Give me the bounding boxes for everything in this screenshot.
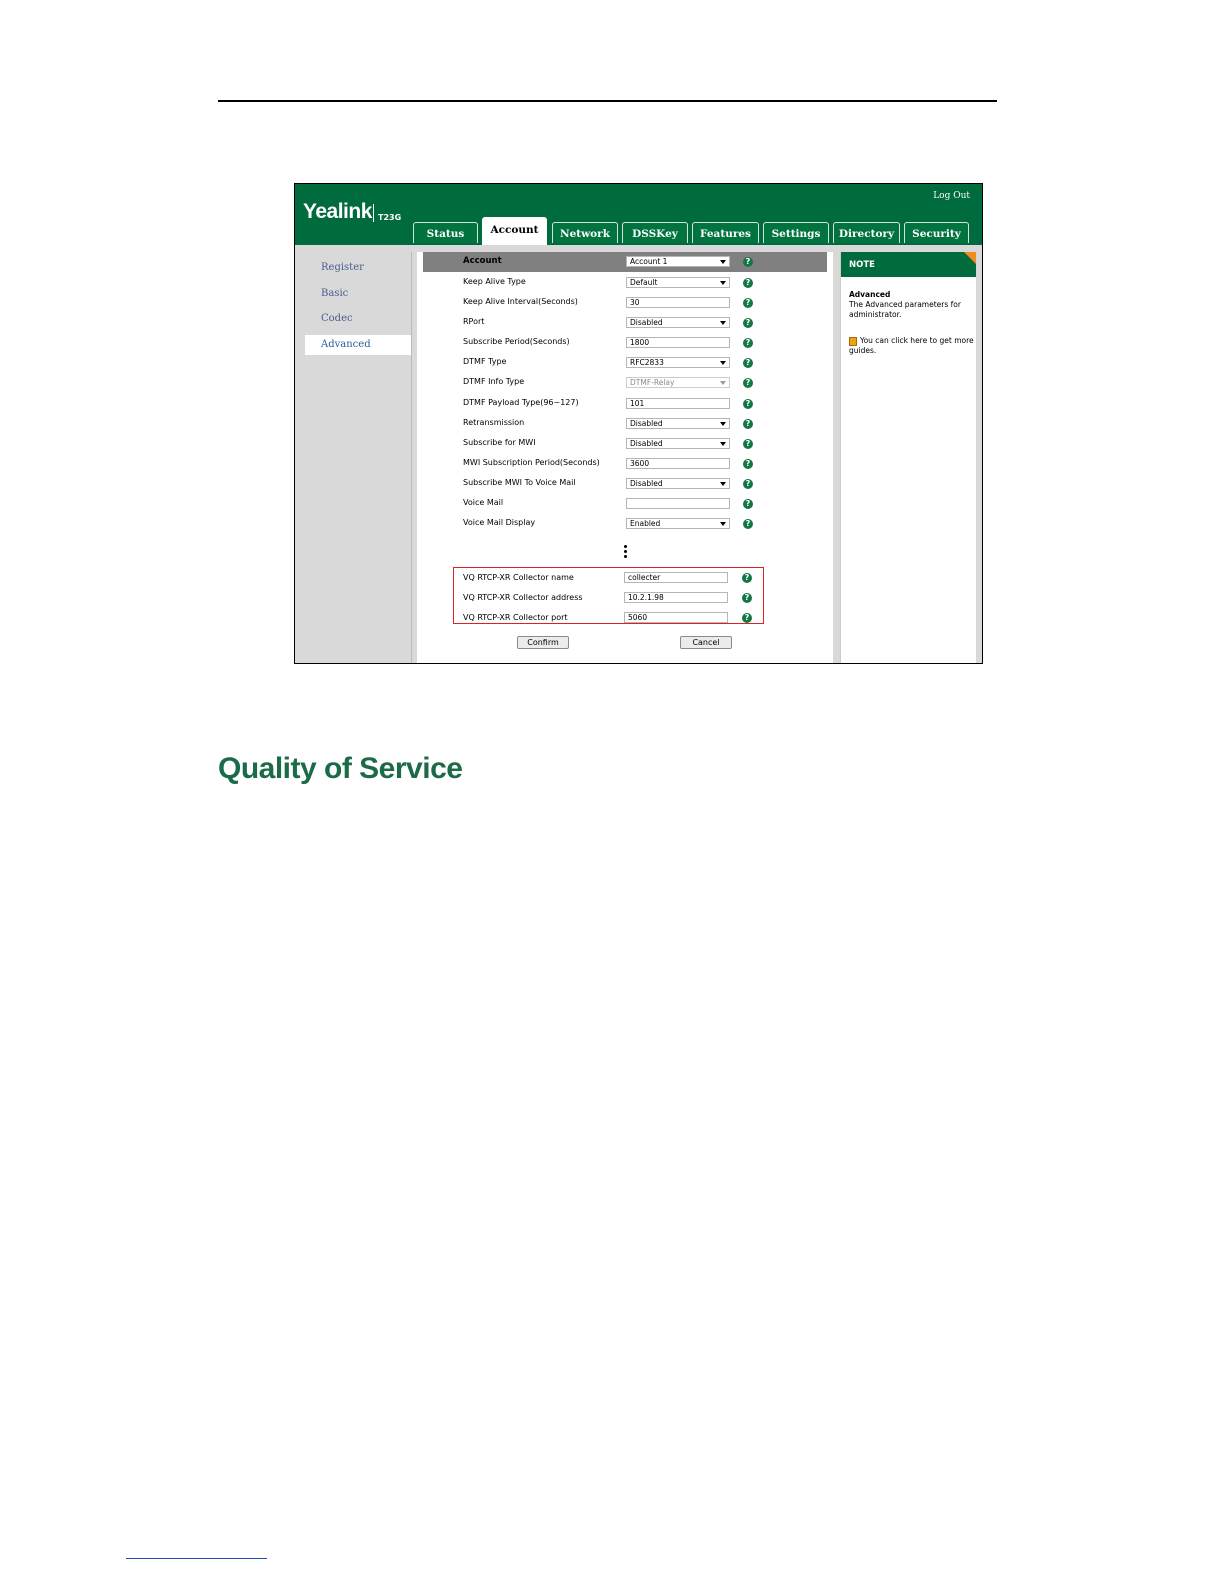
- dtmf-type-select[interactable]: [626, 357, 730, 368]
- tab-settings[interactable]: Settings: [763, 222, 829, 243]
- help-icon[interactable]: ?: [743, 378, 753, 388]
- keep-alive-type-select[interactable]: [626, 277, 730, 288]
- vertical-ellipsis-icon: [624, 543, 630, 560]
- vq-collector-port-label: VQ RTCP-XR Collector port: [463, 613, 568, 622]
- vq-collector-name-input[interactable]: collecter: [624, 572, 728, 583]
- chevron-down-icon: [720, 422, 726, 426]
- help-icon[interactable]: ?: [743, 298, 753, 308]
- help-icon[interactable]: ?: [743, 519, 753, 529]
- tab-features[interactable]: Features: [692, 222, 759, 243]
- help-icon[interactable]: ?: [743, 278, 753, 288]
- note-title: Advanced: [849, 290, 891, 299]
- rport-select[interactable]: [626, 317, 730, 328]
- dtmf-payload-type-label: DTMF Payload Type(96~127): [463, 398, 579, 407]
- subscribe-mwi-voice-mail-value: Disabled: [630, 479, 663, 488]
- account-select[interactable]: [626, 256, 730, 267]
- account-header-row: [423, 252, 827, 272]
- dtmf-type-value: RFC2833: [630, 358, 664, 367]
- tab-account[interactable]: Account: [482, 217, 547, 245]
- vq-collector-name-label: VQ RTCP-XR Collector name: [463, 573, 574, 582]
- dtmf-type-label: DTMF Type: [463, 357, 507, 366]
- dtmf-info-type-label: DTMF Info Type: [463, 377, 525, 386]
- vq-collector-address-label: VQ RTCP-XR Collector address: [463, 593, 583, 602]
- keep-alive-interval-label: Keep Alive Interval(Seconds): [463, 297, 578, 306]
- confirm-button[interactable]: Confirm: [517, 636, 569, 649]
- sidebar-item-codec[interactable]: Codec: [321, 313, 353, 324]
- vq-collector-port-input[interactable]: 5060: [624, 612, 728, 623]
- note-guide-link-text: You can click here to get more guides.: [849, 336, 974, 355]
- help-icon[interactable]: ?: [743, 419, 753, 429]
- help-icon[interactable]: ?: [743, 499, 753, 509]
- account-select-value: Account 1: [630, 257, 668, 266]
- voice-mail-display-select[interactable]: [626, 518, 730, 529]
- voice-mail-label: Voice Mail: [463, 498, 504, 507]
- book-icon: [849, 337, 857, 346]
- chevron-down-icon: [720, 482, 726, 486]
- vq-collector-address-input[interactable]: 10.2.1.98: [624, 592, 728, 603]
- subscribe-mwi-value: Disabled: [630, 439, 663, 448]
- app-header: [295, 184, 982, 245]
- tab-dsskey[interactable]: DSSKey: [622, 222, 688, 243]
- subscribe-mwi-label: Subscribe for MWI: [463, 438, 536, 447]
- chevron-down-icon: [720, 361, 726, 365]
- help-icon[interactable]: ?: [742, 613, 752, 623]
- help-icon[interactable]: ?: [742, 593, 752, 603]
- note-body: The Advanced parameters for administrator.: [849, 300, 961, 319]
- note-header-label: NOTE: [849, 260, 875, 270]
- page-top-rule: [218, 100, 997, 102]
- sidebar-item-advanced[interactable]: Advanced: [305, 335, 411, 355]
- chevron-down-icon: [720, 381, 726, 385]
- section-heading: Quality of Service: [218, 752, 463, 785]
- dtmf-payload-type-input[interactable]: 101: [626, 398, 730, 409]
- subscribe-period-input[interactable]: 1800: [626, 337, 730, 348]
- model-label: T23G: [378, 213, 402, 222]
- help-icon[interactable]: ?: [743, 399, 753, 409]
- voice-mail-display-label: Voice Mail Display: [463, 518, 536, 527]
- chevron-down-icon: [720, 522, 726, 526]
- help-icon[interactable]: ?: [743, 338, 753, 348]
- subscribe-mwi-voice-mail-label: Subscribe MWI To Voice Mail: [463, 478, 576, 487]
- brand-logo: Yealink: [303, 200, 372, 223]
- mwi-subscription-period-label: MWI Subscription Period(Seconds): [463, 458, 600, 467]
- help-icon[interactable]: ?: [743, 358, 753, 368]
- subscribe-mwi-select[interactable]: [626, 438, 730, 449]
- retransmission-select[interactable]: [626, 418, 730, 429]
- web-ui-screenshot: [294, 183, 983, 664]
- keep-alive-type-value: Default: [630, 278, 658, 287]
- help-icon[interactable]: ?: [743, 439, 753, 449]
- subscribe-period-label: Subscribe Period(Seconds): [463, 337, 570, 346]
- note-corner-marker: [964, 252, 976, 264]
- sidebar-item-basic[interactable]: Basic: [321, 288, 349, 299]
- subscribe-mwi-voice-mail-select[interactable]: [626, 478, 730, 489]
- voice-mail-input[interactable]: [626, 498, 730, 509]
- keep-alive-type-label: Keep Alive Type: [463, 277, 526, 286]
- chevron-down-icon: [720, 321, 726, 325]
- help-icon[interactable]: ?: [742, 573, 752, 583]
- retransmission-value: Disabled: [630, 419, 663, 428]
- tab-directory[interactable]: Directory: [833, 222, 900, 243]
- chevron-down-icon: [720, 260, 726, 264]
- note-panel: [840, 252, 976, 664]
- help-icon[interactable]: ?: [743, 318, 753, 328]
- tab-security[interactable]: Security: [904, 222, 969, 243]
- sidebar: [305, 252, 412, 664]
- note-guide-link[interactable]: [849, 336, 974, 356]
- account-header-label: Account: [463, 256, 502, 266]
- tab-network[interactable]: Network: [552, 222, 618, 243]
- chevron-down-icon: [720, 442, 726, 446]
- rport-label: RPort: [463, 317, 485, 326]
- note-header: [841, 252, 976, 277]
- dtmf-info-type-value: DTMF-Relay: [630, 378, 675, 387]
- logo-divider: [373, 204, 374, 222]
- voice-mail-display-value: Enabled: [630, 519, 661, 528]
- sidebar-item-register[interactable]: Register: [321, 262, 364, 273]
- keep-alive-interval-input[interactable]: 30: [626, 297, 730, 308]
- help-icon[interactable]: ?: [743, 479, 753, 489]
- help-icon[interactable]: ?: [743, 257, 753, 267]
- tab-status[interactable]: Status: [413, 222, 478, 243]
- dtmf-info-type-select[interactable]: [626, 377, 730, 388]
- rport-value: Disabled: [630, 318, 663, 327]
- mwi-subscription-period-input[interactable]: 3600: [626, 458, 730, 469]
- logout-link[interactable]: Log Out: [933, 191, 970, 201]
- retransmission-label: Retransmission: [463, 418, 525, 427]
- cancel-button[interactable]: Cancel: [680, 636, 732, 649]
- chevron-down-icon: [720, 281, 726, 285]
- settings-form: [417, 252, 833, 664]
- footnote-rule: [126, 1558, 267, 1559]
- help-icon[interactable]: ?: [743, 459, 753, 469]
